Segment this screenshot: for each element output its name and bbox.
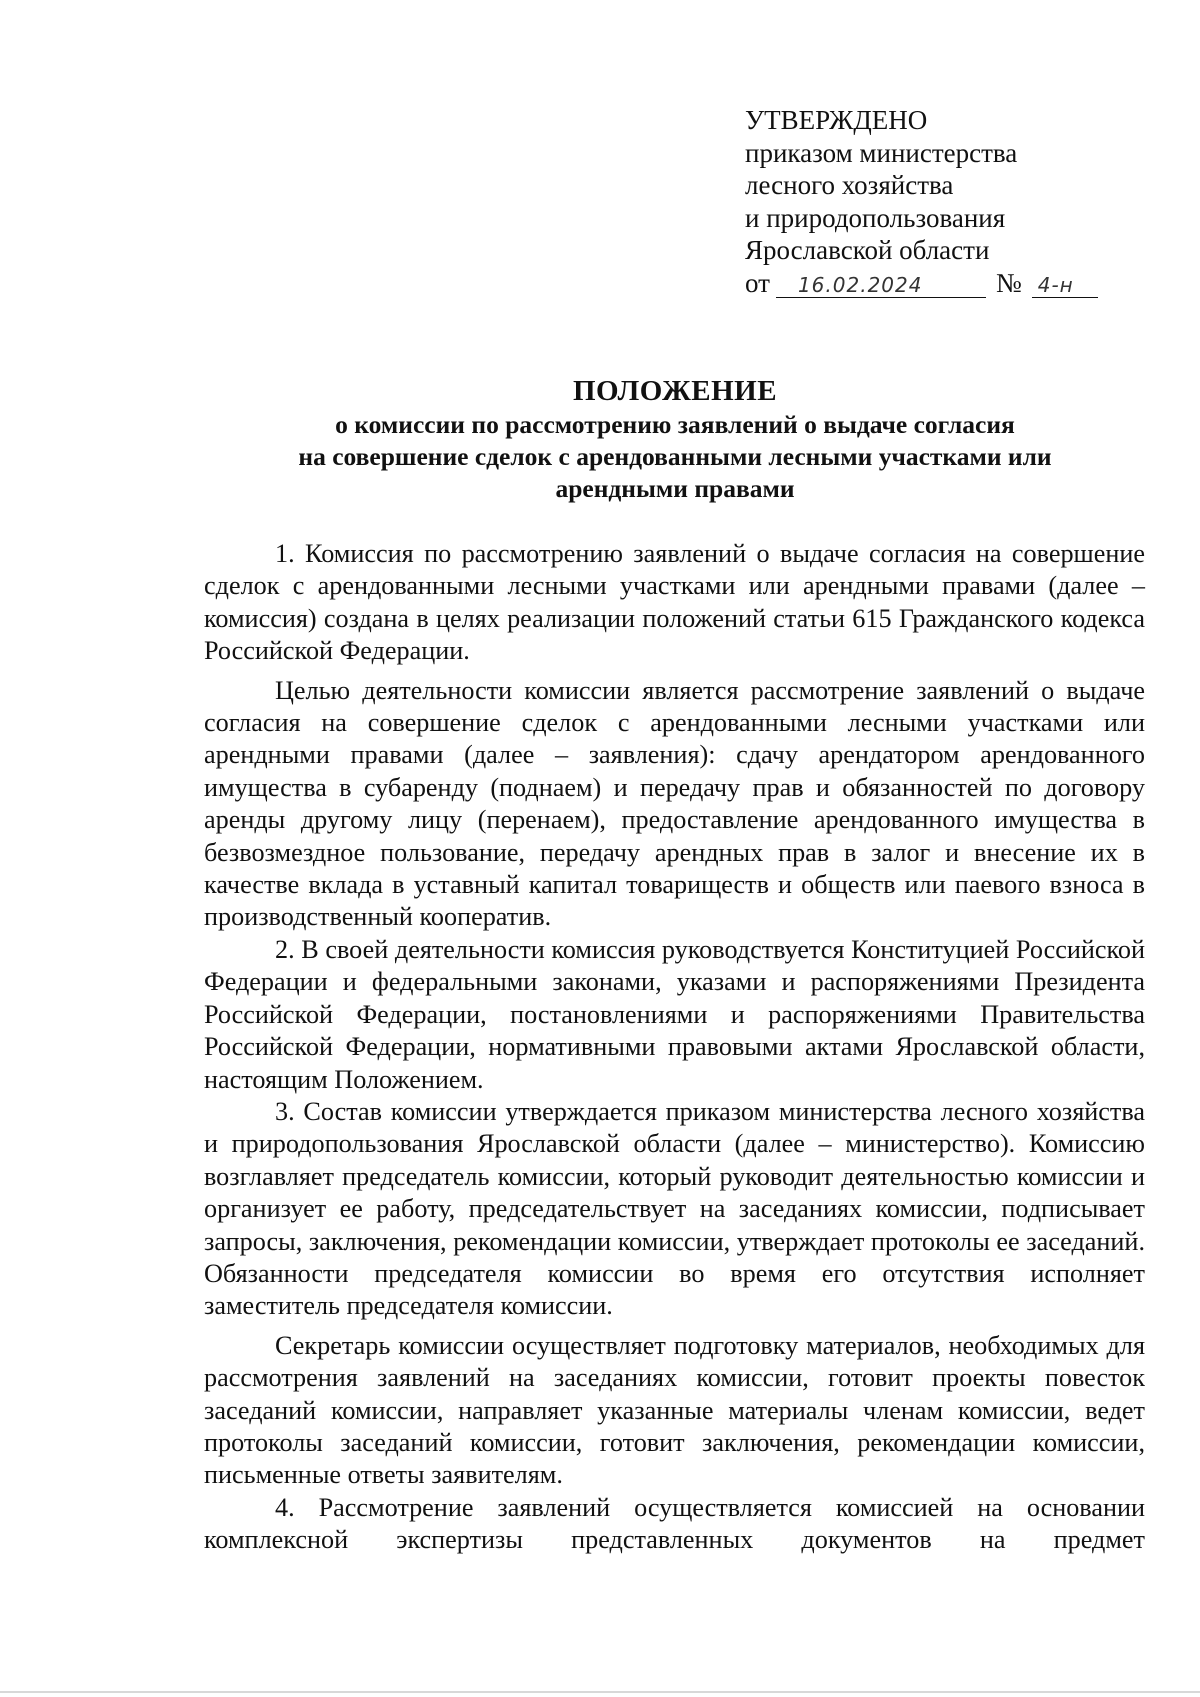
approval-line: и природопользования: [745, 202, 1006, 233]
approval-stamp: [745, 104, 1125, 299]
approval-line: лесного хозяйства: [745, 170, 954, 200]
date-prefix: от: [745, 267, 770, 298]
document-subtitle-line: о комиссии по рассмотрению заявлений о выдаче согласия: [335, 410, 1015, 439]
document-body: [204, 538, 1145, 1557]
paragraph-5: Секретарь комиссии осуществляет подготовку материалов, необходимых для рассмотрения заявлений на заседаниях комиссии, готовит проекты повесток заседаний комиссии, направляет указанные материалы членам комиссии, ведет протоколы заседаний комиссии, готовит заключения, рекомендации комиссии, письменные ответы заявителям.: [204, 1330, 1145, 1490]
number-prefix: №: [995, 267, 1022, 298]
paragraph-2: Целью деятельности комиссии является рассмотрение заявлений о выдаче согласия на совершение сделок с арендованными лесными участками или арендными правами (далее – заявления): сдачу арендатором арендованного имущества в субаренду (поднаем) и передачу прав и обязанностей по договору аренды другому лицу (перенаем), предоставление арендованного имущества в безвозмездное пользование, передачу арендных прав в залог и внесение их в качестве вклада в уставный капитал товариществ и обществ или паевого взноса в производственный кооператив.: [204, 675, 1145, 932]
approval-date-row: [745, 267, 1125, 300]
document-subtitle-line: арендными правами: [555, 474, 795, 503]
paragraph-3: 2. В своей деятельности комиссия руководствуется Конституцией Российской Федерации и федеральными законами, указами и распоряжениями Президента Российской Федерации, постановлениями и распоряжениями Правительства Российской Федерации, нормативными правовыми актами Ярославской области, настоящим Положением.: [204, 934, 1145, 1094]
paragraph-6: 4. Рассмотрение заявлений осуществляется комиссией на основании комплексной экспертизы представленных документов на предмет: [204, 1492, 1145, 1555]
paragraph-1: 1. Комиссия по рассмотрению заявлений о выдаче согласия на совершение сделок с арендованными лесными участками или арендными правами (далее – комиссия) создана в целях реализации положений статьи 615 Гражданского кодекса Российской Федерации.: [204, 539, 1145, 666]
paragraph-4: 3. Состав комиссии утверждается приказом министерства лесного хозяйства и природопользования Ярославской области (далее – министерство). Комиссию возглавляет председатель комиссии, который руководит деятельностью комиссии и организует ее работу, председательствует на заседаниях комиссии, подписывает запросы, заключения, рекомендации комиссии, утверждает протоколы ее заседаний. Обязанности председателя комиссии во время его отсутствия исполняет заместитель председателя комиссии.: [204, 1096, 1145, 1321]
document-subtitle-line: на совершение сделок с арендованными лесными участками или: [298, 442, 1052, 471]
handwritten-number: 4-н: [1032, 273, 1098, 298]
handwritten-date: 16.02.2024: [776, 273, 986, 298]
approval-heading: УТВЕРЖДЕНО: [745, 105, 928, 135]
approval-line: приказом министерства: [745, 137, 1018, 168]
document-title: ПОЛОЖЕНИЕ: [572, 375, 778, 407]
document-title-block: [200, 373, 1150, 505]
approval-line: Ярославской области: [745, 235, 990, 265]
page-bottom-edge: [0, 1691, 1200, 1693]
